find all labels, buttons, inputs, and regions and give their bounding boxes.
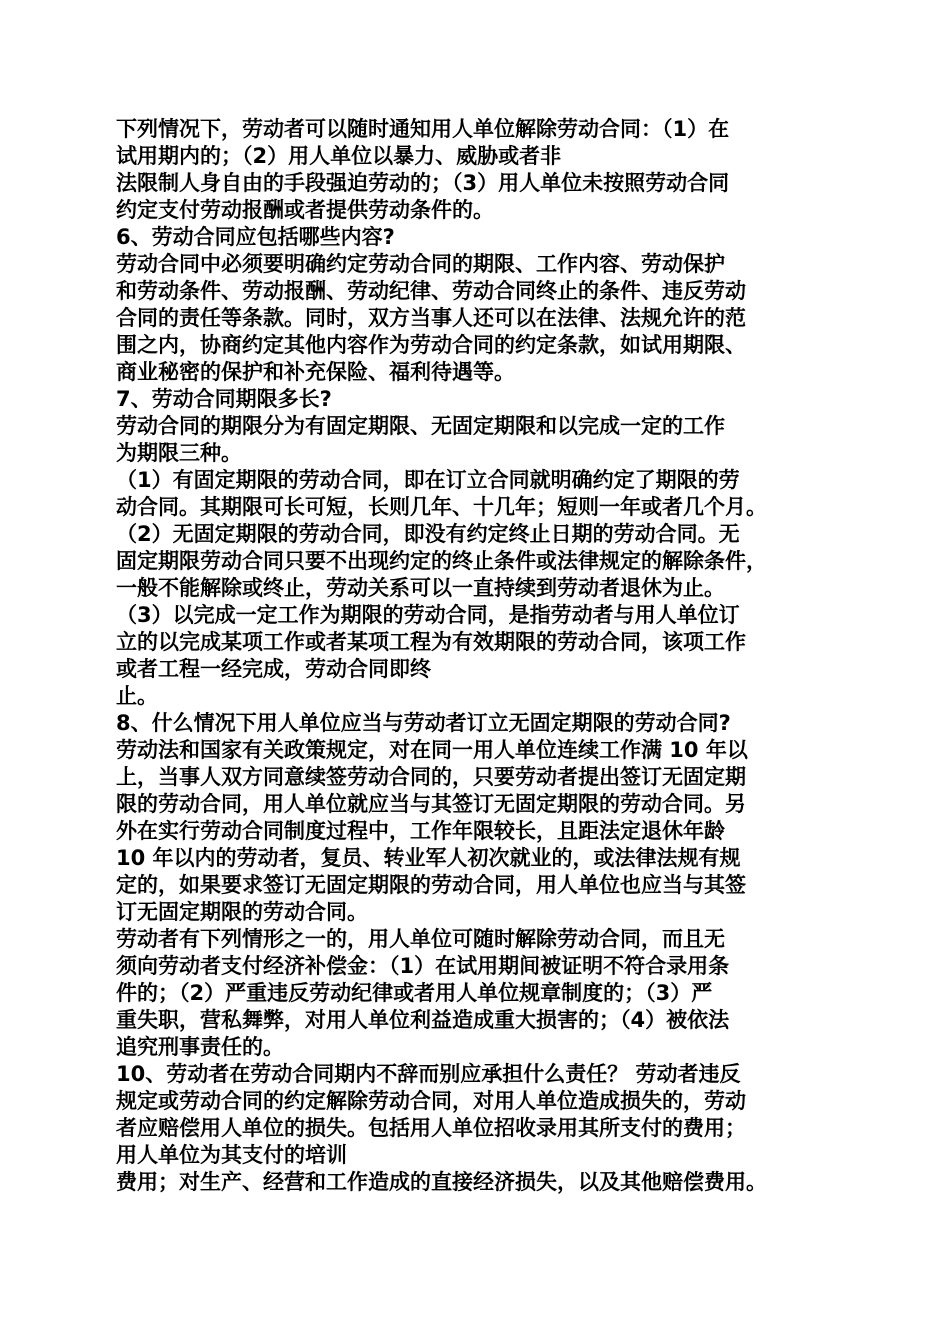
text-line: （2）无固定期限的劳动合同，即没有约定终止日期的劳动合同。无 bbox=[116, 522, 740, 546]
section-heading: 6、劳动合同应包括哪些内容? bbox=[116, 225, 395, 249]
text-line: 劳动法和国家有关政策规定，对在同一用人单位连续工作满 10 年以 bbox=[116, 738, 748, 762]
text-line: 定的，如果要求签订无固定期限的劳动合同，用人单位也应当与其签 bbox=[116, 873, 746, 897]
section-heading: 10、劳动者在劳动合同期内不辞而别应承担什么责任？ 劳动者违反 bbox=[116, 1062, 741, 1086]
text-line: 下列情况下，劳动者可以随时通知用人单位解除劳动合同：（1）在 bbox=[116, 117, 730, 141]
text-line: 用人单位为其支付的培训 bbox=[116, 1143, 347, 1167]
text-line: 劳动合同的期限分为有固定期限、无固定期限和以完成一定的工作 bbox=[116, 414, 725, 438]
text-line: 立的以完成某项工作或者某项工程为有效期限的劳动合同，该项工作 bbox=[116, 630, 746, 654]
text-line: 和劳动条件、劳动报酬、劳动纪律、劳动合同终止的条件、违反劳动 bbox=[116, 279, 746, 303]
text-line: 规定或劳动合同的约定解除劳动合同，对用人单位造成损失的，劳动 bbox=[116, 1089, 746, 1113]
document-body bbox=[116, 116, 846, 1196]
text-line: 商业秘密的保护和补充保险、福利待遇等。 bbox=[116, 360, 515, 384]
text-line: 追究刑事责任的。 bbox=[116, 1035, 284, 1059]
text-line: 者应赔偿用人单位的损失。包括用人单位招收录用其所支付的费用； bbox=[116, 1116, 746, 1140]
text-line: 外在实行劳动合同制度过程中，工作年限较长，且距法定退休年龄 bbox=[116, 819, 725, 843]
section-heading: 8、什么情况下用人单位应当与劳动者订立无固定期限的劳动合同? bbox=[116, 711, 731, 735]
text-line: 劳动合同中必须要明确约定劳动合同的期限、工作内容、劳动保护 bbox=[116, 252, 725, 276]
text-line: 约定支付劳动报酬或者提供劳动条件的。 bbox=[116, 198, 494, 222]
text-line: 重失职，营私舞弊，对用人单位利益造成重大损害的；（4）被依法 bbox=[116, 1008, 730, 1032]
text-line: 围之内，协商约定其他内容作为劳动合同的约定条款，如试用期限、 bbox=[116, 333, 746, 357]
text-line: （3）以完成一定工作为期限的劳动合同，是指劳动者与用人单位订 bbox=[116, 603, 740, 627]
text-line: 动合同。其期限可长可短，长则几年、十几年；短则一年或者几个月。 bbox=[116, 495, 767, 519]
text-line: 须向劳动者支付经济补偿金：（1）在试用期间被证明不符合录用条 bbox=[116, 954, 730, 978]
text-line: 合同的责任等条款。同时，双方当事人还可以在法律、法规允许的范 bbox=[116, 306, 746, 330]
text-line: 固定期限劳动合同只要不出现约定的终止条件或法律规定的解除条件， bbox=[116, 549, 767, 573]
text-line: 一般不能解除或终止，劳动关系可以一直持续到劳动者退休为止。 bbox=[116, 576, 725, 600]
text-line: 法限制人身自由的手段强迫劳动的；（3）用人单位未按照劳动合同 bbox=[116, 171, 730, 195]
text-line: 订无固定期限的劳动合同。 bbox=[116, 900, 368, 924]
text-line: 限的劳动合同，用人单位就应当与其签订无固定期限的劳动合同。另 bbox=[116, 792, 746, 816]
text-line: （1）有固定期限的劳动合同，即在订立合同就明确约定了期限的劳 bbox=[116, 468, 740, 492]
section-heading: 7、劳动合同期限多长? bbox=[116, 387, 332, 411]
text-line: 试用期内的；（2）用人单位以暴力、威胁或者非 bbox=[116, 144, 562, 168]
text-line: 10 年以内的劳动者，复员、转业军人初次就业的，或法律法规有规 bbox=[116, 846, 741, 870]
text-line: 件的；（2）严重违反劳动纪律或者用人单位规章制度的；（3）严 bbox=[116, 981, 713, 1005]
text-line: 上，当事人双方同意续签劳动合同的，只要劳动者提出签订无固定期 bbox=[116, 765, 746, 789]
text-line: 止。 bbox=[116, 684, 158, 708]
text-line: 费用；对生产、经营和工作造成的直接经济损失，以及其他赔偿费用。 bbox=[116, 1170, 767, 1194]
text-line: 劳动者有下列情形之一的，用人单位可随时解除劳动合同，而且无 bbox=[116, 927, 725, 951]
text-line: 或者工程一经完成，劳动合同即终 bbox=[116, 657, 431, 681]
text-line: 为期限三种。 bbox=[116, 441, 242, 465]
